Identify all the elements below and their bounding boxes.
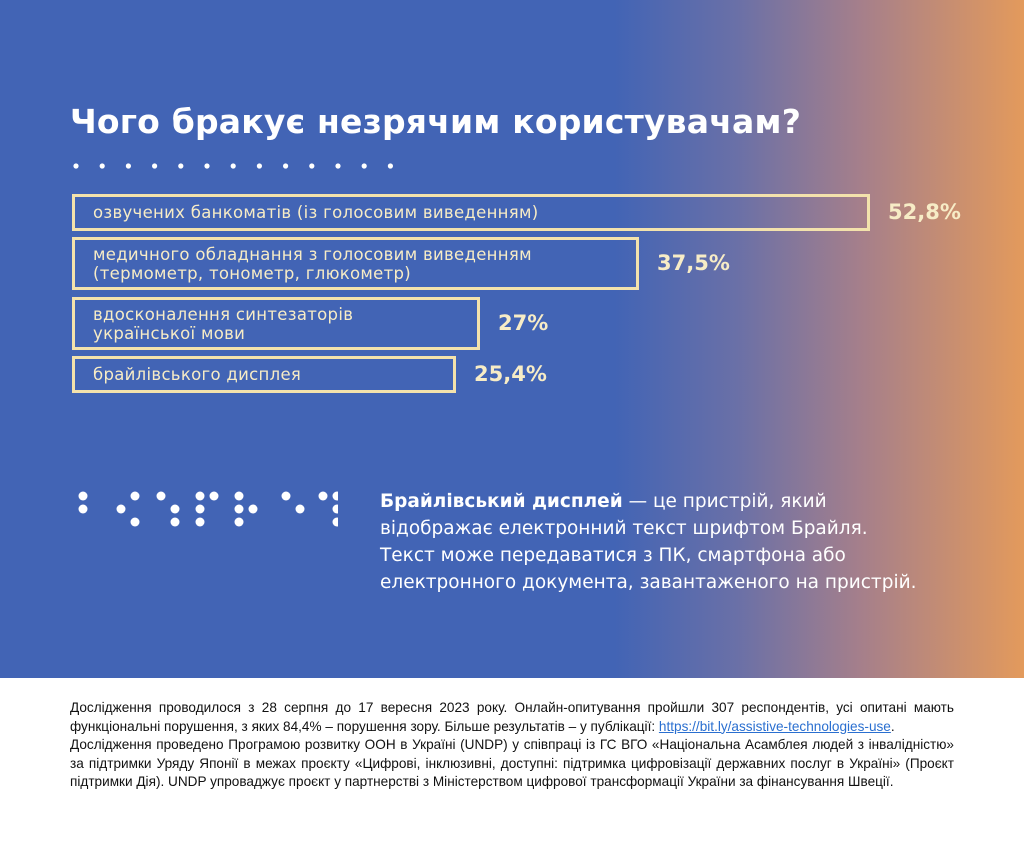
braille-dot <box>249 505 258 514</box>
bar-category-label: брайлівського дисплея <box>93 365 302 384</box>
braille-display-description <box>380 488 920 596</box>
footer-survey-note <box>70 699 954 736</box>
bar-value-label: 37,5% <box>657 250 730 275</box>
braille-dot <box>235 505 244 514</box>
braille-dot <box>196 492 205 501</box>
braille-dot <box>333 505 339 514</box>
bar-category-label: озвучених банкоматів (із голосовим виведенням) <box>93 203 539 222</box>
braille-dot <box>171 518 180 527</box>
braille-dot <box>235 518 244 527</box>
braille-dot <box>333 492 339 501</box>
braille-pattern-icon <box>78 490 338 530</box>
braille-dot <box>157 492 166 501</box>
footer-notes <box>70 699 954 792</box>
braille-dot <box>131 518 140 527</box>
braille-dot <box>296 505 305 514</box>
bar <box>72 356 456 393</box>
braille-dot <box>333 518 339 527</box>
braille-dot <box>131 492 140 501</box>
braille-dot <box>196 518 205 527</box>
description-term: Брайлівський дисплей <box>380 491 623 512</box>
braille-dot <box>171 505 180 514</box>
description-text: — це пристрій, який відображає електронний текст шрифтом Брайля. Текст може передаватися з ПК, смартфона або електронного документа, завантаженого на пристрій. <box>380 491 917 593</box>
braille-dot <box>117 505 126 514</box>
bar <box>72 237 639 290</box>
bar-category-label: медичного обладнання з голосовим виведенням (термометр, тонометр, глюкометр) <box>93 244 532 283</box>
braille-dot <box>79 505 88 514</box>
footer-survey-end: . <box>890 718 895 734</box>
braille-dot <box>196 505 205 514</box>
braille-dot <box>319 492 328 501</box>
bar-value-label: 25,4% <box>474 361 547 386</box>
braille-dot <box>79 492 88 501</box>
footer-survey-text: Дослідження проводилося з 28 серпня до 17 вересня 2023 року. Онлайн-опитування пройшли 307 респондентів, усі опитані мають функціональні порушення, з яких 84,4% – порушення зору. Більше результатів – у публікації: <box>70 700 954 734</box>
bar-category-label: вдосконалення синтезаторів української мови <box>93 304 354 343</box>
footer-project-note: Дослідження проведено Програмою розвитку ООН в Україні (UNDP) у співпраці із ГС ВГО «Національна Асамблея людей з інвалідністю» за підтримки Уряду Японії в межах проєкту «Цифрові, інклюзивні, доступні: підтримка цифровізації державних послуг в Україні» (Проєкт підтримки Дія). UNDP упроваджує проєкт у партнерстві з Міністерством цифрової трансформації України за фінансування Швеції. <box>70 737 954 789</box>
braille-dot <box>282 492 291 501</box>
bar <box>72 297 480 350</box>
bar-value-label: 52,8% <box>888 199 961 224</box>
braille-dot <box>235 492 244 501</box>
bar <box>72 194 870 231</box>
bar-value-label: 27% <box>498 310 549 335</box>
braille-dot <box>210 492 219 501</box>
page-title: Чого бракує незрячим користувачам? <box>70 102 802 141</box>
publication-link[interactable]: https://bit.ly/assistive-technologies-use <box>658 718 891 734</box>
